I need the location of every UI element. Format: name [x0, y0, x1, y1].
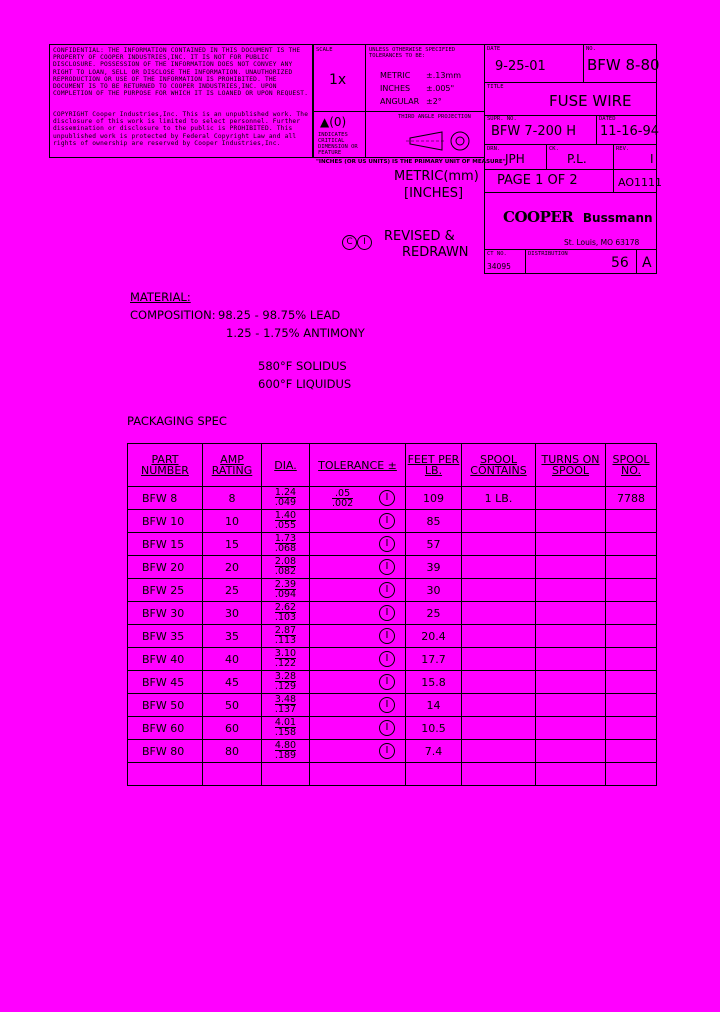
scale-value: 1x	[329, 72, 347, 88]
dia-mm: 2.08	[274, 556, 297, 567]
tol-metric-value: ±.13mm	[426, 71, 462, 80]
cell-turns-on-spool	[536, 625, 606, 648]
dia-mm: 3.48	[274, 694, 297, 705]
cell-spool-no	[606, 579, 657, 602]
tol-inches-value: ±.005"	[426, 84, 455, 93]
cell-spool-contains: 1 LB.	[462, 487, 536, 510]
cell-spool-no	[606, 533, 657, 556]
dia-mm: 1.24	[274, 487, 297, 498]
revision-symbols: C I	[342, 229, 372, 250]
revision-mark-icon: I	[379, 720, 395, 736]
cell-tolerance	[310, 510, 406, 533]
cell-amp-rating: 50	[203, 694, 262, 717]
date-label: DATE	[487, 46, 501, 52]
cell-part-number: BFW 30	[128, 602, 203, 625]
cell-feet-per-lb: 14	[406, 694, 462, 717]
cell-amp-rating: 35	[203, 625, 262, 648]
page-indicator: PAGE 1 OF 2	[497, 173, 578, 188]
ct-value: 34095	[487, 262, 511, 271]
cell-feet-per-lb: 15.8	[406, 671, 462, 694]
cell-part-number: BFW 45	[128, 671, 203, 694]
table-row	[128, 602, 657, 625]
cell-spool-no	[606, 510, 657, 533]
solidus-temp: 580°F SOLIDUS	[258, 359, 347, 373]
cell-dia	[262, 602, 310, 625]
tol-angular-label: ANGULAR	[380, 97, 420, 106]
cell-tolerance	[310, 671, 406, 694]
cell-spool-contains	[462, 717, 536, 740]
dia-in: .122	[274, 658, 297, 669]
composition-label: COMPOSITION:	[130, 308, 216, 322]
cell-part-number: BFW 10	[128, 510, 203, 533]
cell-spool-contains	[462, 602, 536, 625]
revision-mark-icon: I	[379, 605, 395, 621]
revision-line1: REVISED &	[384, 229, 455, 244]
distribution-code: A	[642, 255, 652, 271]
table-row	[128, 717, 657, 740]
title-label: TITLE	[487, 84, 504, 90]
location: St. Louis, MO 63178	[564, 238, 640, 247]
dated-label: DATED	[599, 116, 616, 122]
drn-label: DRN.	[487, 146, 501, 152]
projection-box	[365, 111, 485, 158]
table-row	[128, 625, 657, 648]
rev-label: REV.	[616, 146, 630, 152]
table-row	[128, 579, 657, 602]
table-header-row	[128, 444, 657, 487]
dia-in: .103	[274, 612, 297, 623]
cell-dia	[262, 487, 310, 510]
cell-turns-on-spool	[536, 602, 606, 625]
distribution-value: 56	[611, 255, 629, 271]
dia-in: .158	[274, 727, 297, 738]
cell-amp-rating: 20	[203, 556, 262, 579]
cell-spool-contains	[462, 671, 536, 694]
units-metric: METRIC(mm)	[394, 169, 479, 184]
dia-mm: 2.62	[274, 602, 297, 613]
revision-mark-icon: I	[379, 490, 395, 506]
revision-mark-icon: I	[379, 697, 395, 713]
cell-turns-on-spool	[536, 579, 606, 602]
cell-dia	[262, 671, 310, 694]
tol-metric-label: METRIC	[380, 71, 411, 80]
dia-in: .189	[274, 750, 297, 761]
cell-spool-contains	[462, 510, 536, 533]
drn-value: JPH	[505, 152, 525, 166]
cell-spool-contains	[462, 740, 536, 763]
header-feet-per-lb: FEET PER LB.	[406, 444, 462, 487]
revision-mark-icon: I	[379, 628, 395, 644]
table-row	[128, 694, 657, 717]
cell-amp-rating: 60	[203, 717, 262, 740]
cell-spool-contains	[462, 533, 536, 556]
cell-feet-per-lb: 7.4	[406, 740, 462, 763]
composition-lead: 98.25 - 98.75% LEAD	[218, 308, 341, 322]
cell-part-number: BFW 8	[128, 487, 203, 510]
table-row	[128, 671, 657, 694]
cell-feet-per-lb: 25	[406, 602, 462, 625]
cell-amp-rating: 8	[203, 487, 262, 510]
cell-turns-on-spool	[536, 510, 606, 533]
cell-turns-on-spool	[536, 487, 606, 510]
dia-in: .129	[274, 681, 297, 692]
copyright-notice: COPYRIGHT Cooper Industries,Inc. This is an unpublished work. The disclosure of this work is limited to select personnel. Further dissemination or disclosure to the public is PROHIBITED. This unpublished work is protected by Federal Copyright Law and all rights of ownership are reserved by Cooper Industries,Inc.	[53, 111, 309, 147]
rev-value: I	[650, 152, 654, 166]
scale-box	[313, 44, 366, 112]
cell-part-number: BFW 50	[128, 694, 203, 717]
dated-value: 11-16-94	[600, 124, 660, 139]
cell-dia	[262, 694, 310, 717]
cell-amp-rating: 80	[203, 740, 262, 763]
dia-mm: 2.39	[274, 579, 297, 590]
cell-dia	[262, 579, 310, 602]
cell-spool-no	[606, 717, 657, 740]
dia-mm: 1.40	[274, 510, 297, 521]
table-row	[128, 510, 657, 533]
notice-box	[49, 44, 313, 158]
cell-spool-contains	[462, 648, 536, 671]
dia-in: .113	[274, 635, 297, 646]
header-part-number: PART NUMBER	[128, 444, 203, 487]
cell-part-number: BFW 20	[128, 556, 203, 579]
critical-symbol: ▲(0)	[320, 115, 347, 129]
confidential-notice: CONFIDENTIAL: THE INFORMATION CONTAINED IN THIS DOCUMENT IS THE PROPERTY OF COOPER INDUSTRIES,INC. IT IS NOT FOR PUBLIC DISCLOSURE. POSSESSION OF THE INFORMATION DOES NOT CONVEY ANY RIGHT TO LOAN, SELL OR DISCLOSE THE INFORMATION. UNAUTHORIZED REPRODUCTION OR USE OF THE INFORMATION IS PROHIBITED. THE DOCUMENT IS TO BE RETURNED TO COOPER INDUSTRIES,INC. UPON COMPLETION OF THE PURPOSE FOR WHICH IT IS LOANED OR UPON REQUEST.	[53, 47, 309, 98]
cell-tolerance	[310, 625, 406, 648]
revision-mark-icon: I	[379, 582, 395, 598]
cooper-bussmann-logo	[503, 207, 653, 226]
cell-spool-contains	[462, 694, 536, 717]
cell-tolerance	[310, 487, 406, 510]
cell-spool-no: 7788	[606, 487, 657, 510]
tol-angular-value: ±2°	[426, 97, 442, 106]
distribution-label: DISTRIBUTION	[528, 251, 568, 257]
scale-label: SCALE	[316, 47, 333, 53]
dia-mm: 4.01	[274, 717, 297, 728]
cell-amp-rating: 45	[203, 671, 262, 694]
cell-amp-rating: 40	[203, 648, 262, 671]
cell-feet-per-lb: 39	[406, 556, 462, 579]
units-inches: [INCHES]	[404, 186, 464, 201]
cell-tolerance	[310, 556, 406, 579]
table-row-empty	[128, 763, 657, 786]
cell-amp-rating: 15	[203, 533, 262, 556]
table-row	[128, 487, 657, 510]
cell-spool-no	[606, 602, 657, 625]
header-spool-no: SPOOL NO.	[606, 444, 657, 487]
cell-spool-no	[606, 625, 657, 648]
packaging-table	[127, 443, 657, 786]
table-row	[128, 533, 657, 556]
logo-cooper: COOPER	[503, 208, 574, 226]
critical-box	[313, 111, 366, 158]
cell-spool-contains	[462, 579, 536, 602]
tol-inches-label: INCHES	[380, 84, 411, 93]
cell-turns-on-spool	[536, 740, 606, 763]
dia-in: .055	[274, 520, 297, 531]
no-label: NO.	[586, 46, 596, 52]
cell-feet-per-lb: 20.4	[406, 625, 462, 648]
revision-mark-icon: I	[379, 559, 395, 575]
primary-unit-note: "INCHES (OR US UNITS) IS THE PRIMARY UNIT OF MEASURE"	[316, 159, 506, 165]
document-number: BFW 8-80	[587, 56, 660, 74]
cell-dia	[262, 510, 310, 533]
material-heading: MATERIAL:	[130, 290, 191, 304]
tolerance-box	[365, 44, 485, 112]
table-row	[128, 648, 657, 671]
cell-feet-per-lb: 109	[406, 487, 462, 510]
cell-feet-per-lb: 57	[406, 533, 462, 556]
cell-feet-per-lb: 17.7	[406, 648, 462, 671]
dia-in: .068	[274, 543, 297, 554]
supr-label: SUPR. NO.	[487, 116, 517, 122]
cell-spool-contains	[462, 625, 536, 648]
cell-feet-per-lb: 10.5	[406, 717, 462, 740]
dia-mm: 3.28	[274, 671, 297, 682]
cell-dia	[262, 740, 310, 763]
liquidus-temp: 600°F LIQUIDUS	[258, 377, 352, 391]
cell-amp-rating: 30	[203, 602, 262, 625]
cell-amp-rating: 25	[203, 579, 262, 602]
document-title: FUSE WIRE	[549, 92, 632, 110]
cell-tolerance	[310, 694, 406, 717]
header-turns-on-spool: TURNS ON SPOOL	[536, 444, 606, 487]
revision-mark-icon: I	[379, 743, 395, 759]
ck-value: P.L.	[567, 152, 587, 166]
cell-part-number: BFW 25	[128, 579, 203, 602]
table-row	[128, 556, 657, 579]
ck-label: CK.	[549, 146, 559, 152]
cell-dia	[262, 625, 310, 648]
header-spool-contains: SPOOL CONTAINS	[462, 444, 536, 487]
cell-turns-on-spool	[536, 717, 606, 740]
cell-dia	[262, 533, 310, 556]
cell-part-number: BFW 35	[128, 625, 203, 648]
cell-turns-on-spool	[536, 533, 606, 556]
third-angle-projection-icon	[406, 124, 476, 154]
dia-mm: 3.10	[274, 648, 297, 659]
header-dia: DIA.	[262, 444, 310, 487]
dia-in: .049	[274, 497, 297, 508]
cell-turns-on-spool	[536, 671, 606, 694]
revision-line2: REDRAWN	[402, 245, 469, 260]
logo-bussmann: Bussmann	[582, 211, 653, 225]
dia-in: .082	[274, 566, 297, 577]
cell-spool-no	[606, 648, 657, 671]
tolerance-label: UNLESS OTHERWISE SPECIFIED TOLERANCES TO BE:	[369, 47, 456, 59]
ct-label: CT NO.	[487, 251, 507, 257]
packaging-heading: PACKAGING SPEC	[127, 414, 227, 428]
revision-mark-icon: I	[379, 536, 395, 552]
revision-mark-icon: I	[379, 513, 395, 529]
cell-turns-on-spool	[536, 648, 606, 671]
cell-part-number: BFW 60	[128, 717, 203, 740]
cell-part-number: BFW 15	[128, 533, 203, 556]
cell-tolerance	[310, 602, 406, 625]
cell-tolerance	[310, 579, 406, 602]
cell-turns-on-spool	[536, 694, 606, 717]
table-row	[128, 740, 657, 763]
header-amp-rating: AMP RATING	[203, 444, 262, 487]
cell-feet-per-lb: 85	[406, 510, 462, 533]
cell-dia	[262, 556, 310, 579]
cell-dia	[262, 717, 310, 740]
dia-in: .094	[274, 589, 297, 600]
cell-feet-per-lb: 30	[406, 579, 462, 602]
dia-mm: 1.73	[274, 533, 297, 544]
revision-mark-icon: I	[379, 674, 395, 690]
cell-part-number: BFW 40	[128, 648, 203, 671]
cell-turns-on-spool	[536, 556, 606, 579]
tolerance-fraction: $\frac{.05}{.002}$	[332, 488, 354, 509]
cell-spool-no	[606, 556, 657, 579]
cell-part-number: BFW 80	[128, 740, 203, 763]
cell-dia	[262, 648, 310, 671]
revision-mark-icon: I	[379, 651, 395, 667]
dia-in: .137	[274, 704, 297, 715]
cell-tolerance	[310, 717, 406, 740]
cell-spool-no	[606, 694, 657, 717]
date-value: 9-25-01	[495, 59, 546, 74]
cell-spool-no	[606, 671, 657, 694]
ao-value: AO1111	[618, 176, 662, 189]
header-tolerance: TOLERANCE ±	[310, 444, 406, 487]
critical-text: INDICATES CRITICAL DIMENSION OR FEATURE	[318, 132, 358, 156]
cell-tolerance	[310, 740, 406, 763]
cell-amp-rating: 10	[203, 510, 262, 533]
supr-value: BFW 7-200 H	[491, 124, 577, 139]
projection-label: THIRD ANGLE PROJECTION	[398, 114, 471, 120]
dia-mm: 4.80	[274, 740, 297, 751]
dia-mm: 2.87	[274, 625, 297, 636]
cell-spool-no	[606, 740, 657, 763]
cell-spool-contains	[462, 556, 536, 579]
composition-antimony: 1.25 - 1.75% ANTIMONY	[226, 326, 365, 340]
cell-tolerance	[310, 533, 406, 556]
cell-tolerance	[310, 648, 406, 671]
